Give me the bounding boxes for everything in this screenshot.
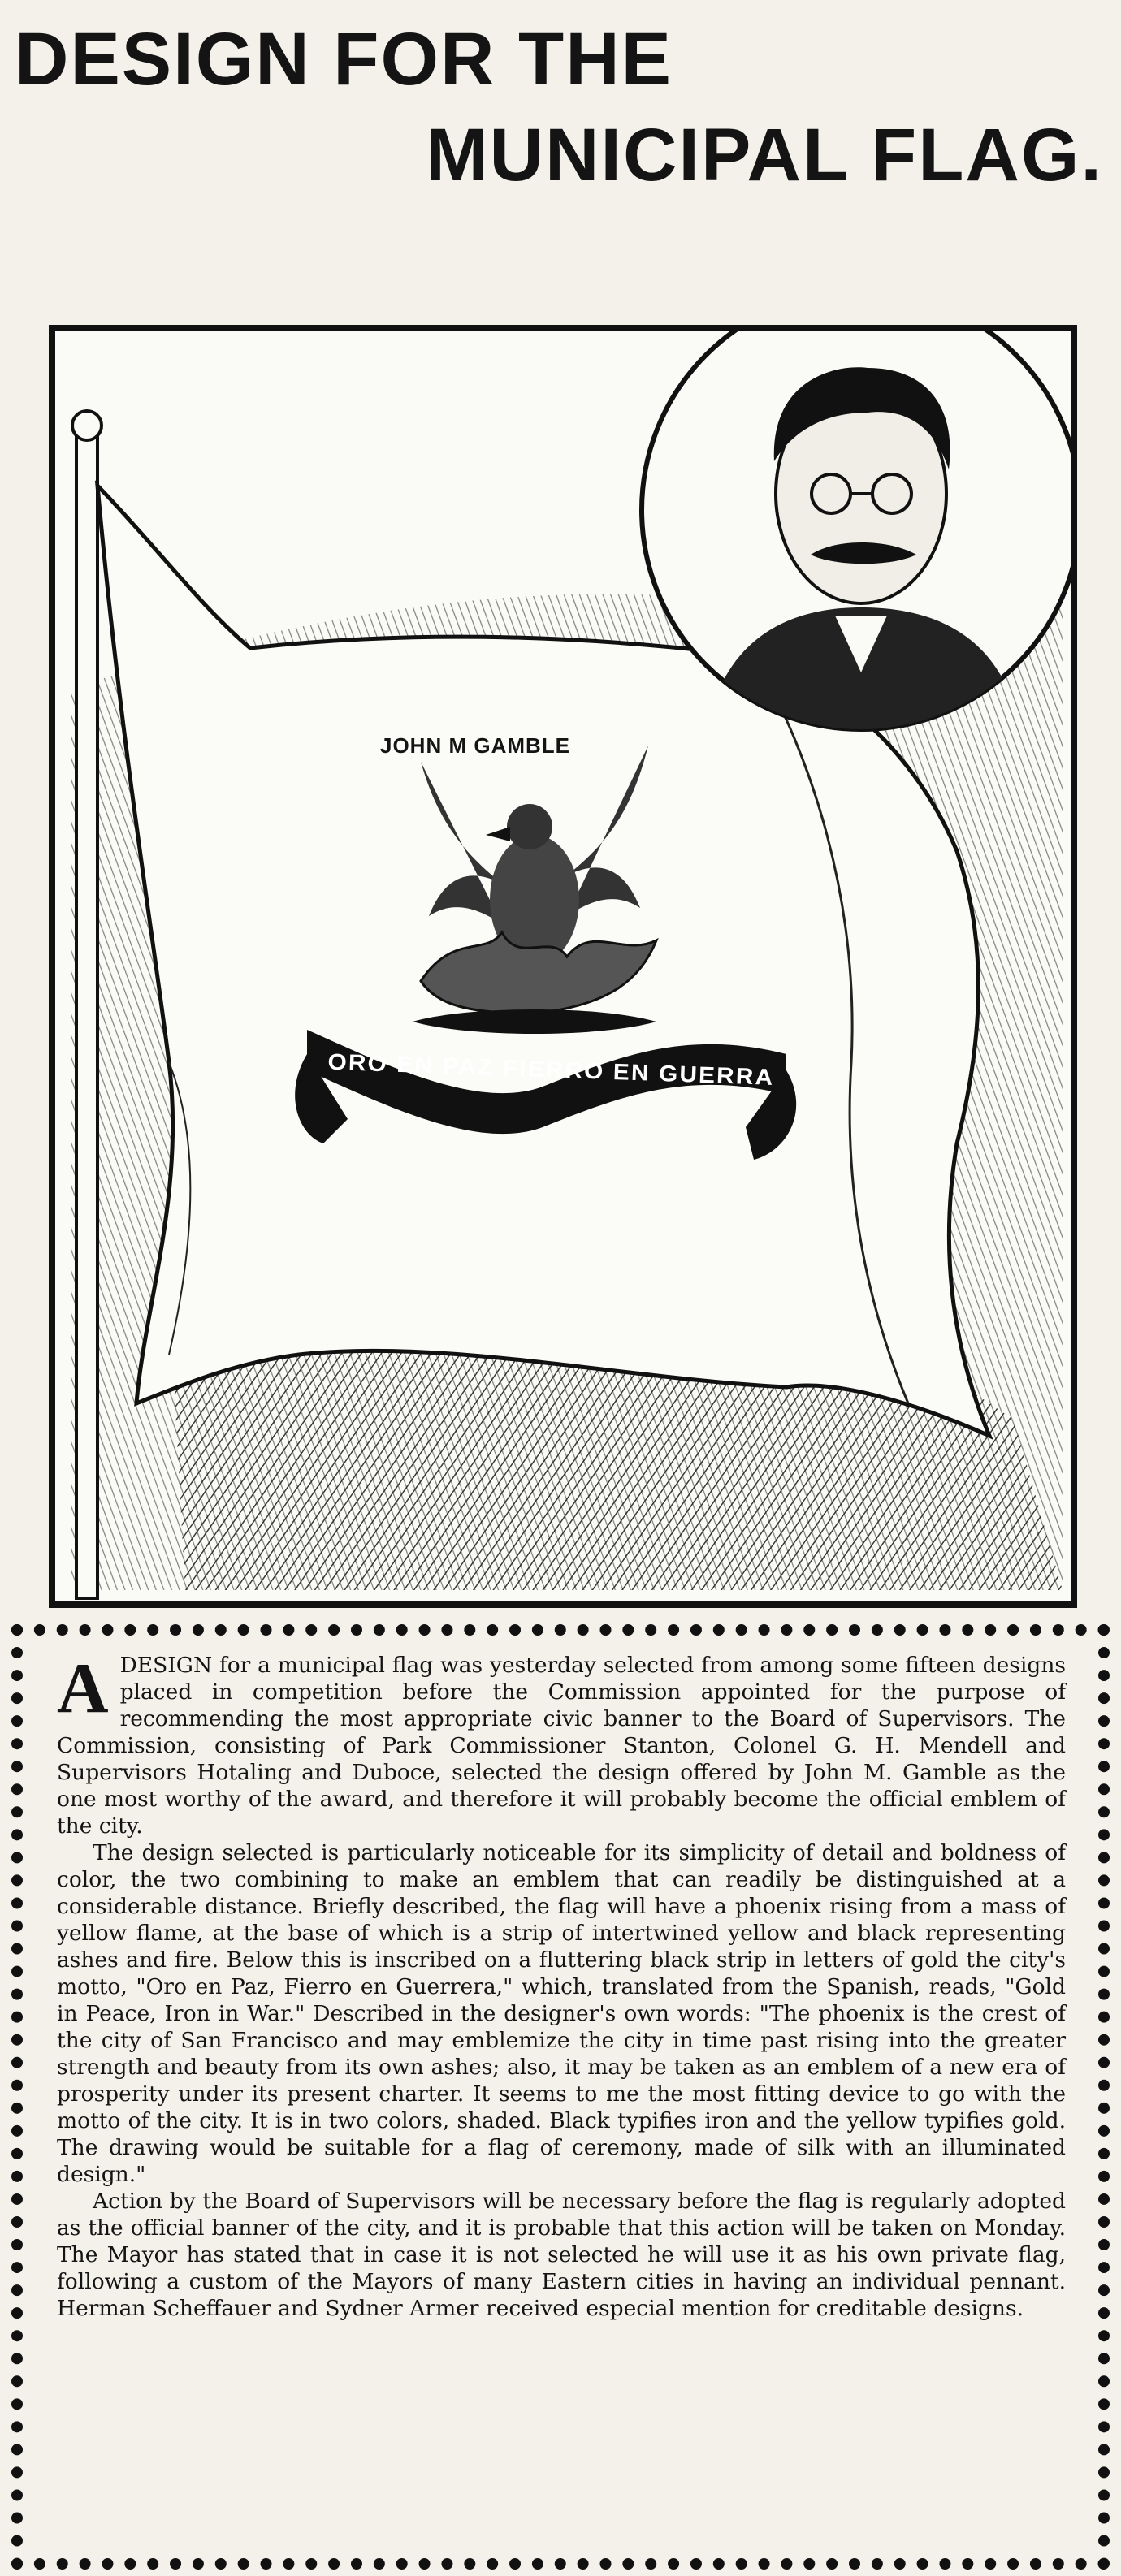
- flag-pole: [76, 429, 97, 1598]
- flag-illustration: [49, 325, 1077, 1608]
- article-paragraph-3: Action by the Board of Supervisors will be necessary before the flag is regularly adopted as the official banner of the city, and it is probable that this action will be taken on Monday. The Mayor has stated that in case it is not selected he will use it as his own private flag, following a custom of the Mayors of many Eastern cities in having an individual pennant. Herman Scheffauer and Sydner Armer received especial mention for creditable designs.: [57, 2189, 1066, 2321]
- article-box: [11, 1624, 1110, 2570]
- pole-finial: [72, 411, 102, 440]
- article-paragraph-1: [57, 1649, 1066, 1839]
- article-body: [57, 1649, 1066, 2322]
- motto-text: ORO EN PAZ FIERRO EN GUERRA: [327, 1048, 747, 1089]
- article-paragraph-2: The design selected is particularly noticeable for its simplicity of detail and boldness of color, the two combining to make an emblem that can readily be distinguished at a considerable distance. Briefly described, the flag will have a phoenix rising from a mass of yellow flame, at the base of which is a strip of intertwined yellow and black representing ashes and fire. Below this is inscribed on a fluttering black strip in letters of gold the city's motto, "Oro en Paz, Fierro en Guerrera," which, translated from the Spanish, reads, "Gold in Peace, Iron in War." Described in the designer's own words: "The phoenix is the crest of the city of San Francisco and may emblemize the city in time past rising into the greater strength and beauty from its own ashes; also, it may be taken as an emblem of a new era of prosperity under its present charter. It seems to me the most fitting device to go with the motto of the city. It is in two colors, shaded. Black typifies iron and the yellow typifies gold. The drawing would be suitable for a flag of ceremony, made of silk with an illuminated design.": [57, 1840, 1066, 2187]
- drop-cap: A: [57, 1649, 109, 1728]
- paragraph-1-text: DESIGN for a municipal flag was yesterday selected from among some fifteen designs placed in competition before the Commission appointed for the purpose of recommending the most appropriate civic banner to the Board of Supervisors. The Commission, consisting of Park Commissioner Stanton, Colonel G. H. Mendell and Supervisors Hotaling and Duboce, selected the design offered by John M. Gamble as the one most worthy of the award, and therefore it will probably become the official emblem of the city.: [57, 1653, 1066, 1839]
- portrait-caption: JOHN M GAMBLE: [380, 733, 570, 758]
- headline-line-1: DESIGN FOR THE: [15, 18, 673, 101]
- flag-drawing: [55, 331, 1071, 1601]
- headline: [15, 15, 1111, 210]
- headline-line-2: MUNICIPAL FLAG.: [425, 114, 1103, 197]
